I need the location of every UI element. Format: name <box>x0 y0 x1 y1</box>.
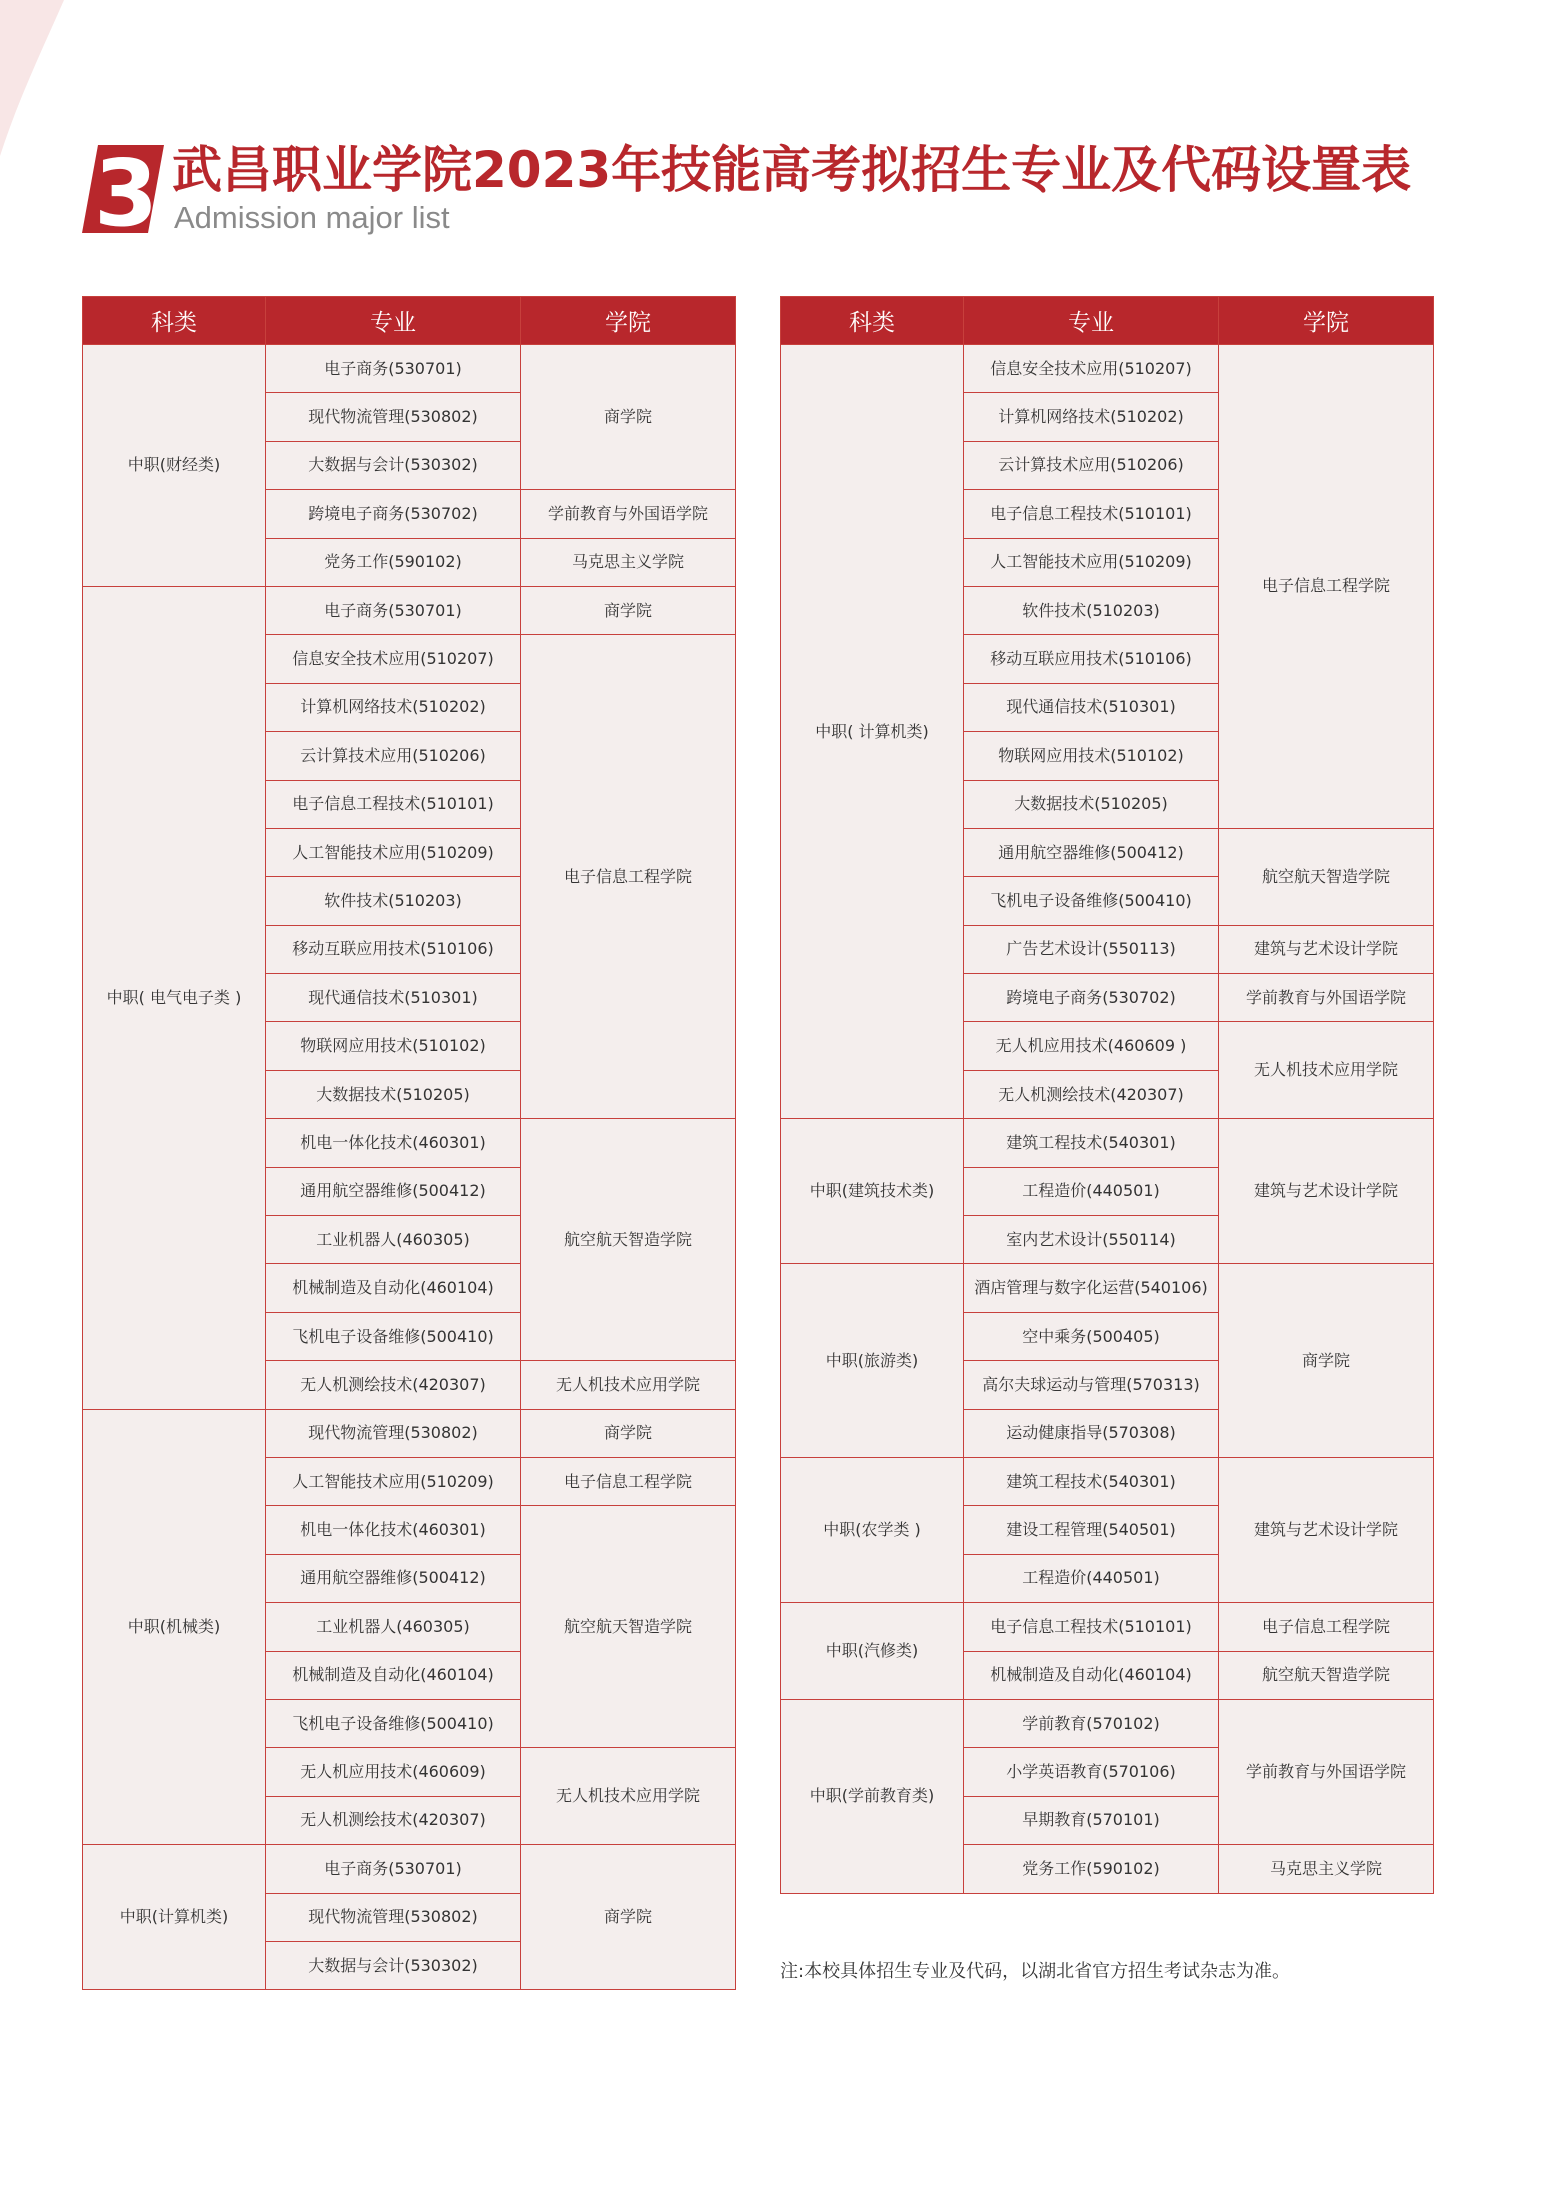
table-row <box>781 1699 1434 1747</box>
table-row <box>781 345 1434 393</box>
category-cell: 中职(农学类 ) <box>781 1457 964 1602</box>
major-cell: 大数据技术(510205) <box>964 780 1219 828</box>
category-cell: 中职(计算机类) <box>83 1845 266 1990</box>
column-header-college: 学院 <box>521 297 736 345</box>
major-cell: 现代通信技术(510301) <box>964 683 1219 731</box>
major-cell: 建设工程管理(540501) <box>964 1506 1219 1554</box>
college-cell: 学前教育与外国语学院 <box>521 490 736 538</box>
major-cell: 云计算技术应用(510206) <box>266 732 521 780</box>
major-cell: 工程造价(440501) <box>964 1167 1219 1215</box>
table-row <box>781 1603 1434 1651</box>
major-cell: 移动互联应用技术(510106) <box>964 635 1219 683</box>
section-number: 3 <box>94 145 159 233</box>
major-cell: 软件技术(510203) <box>964 586 1219 634</box>
major-cell: 机械制造及自动化(460104) <box>266 1264 521 1312</box>
college-cell: 航空航天智造学院 <box>1219 828 1434 925</box>
major-table-right <box>780 296 1434 1894</box>
major-cell: 大数据与会计(530302) <box>266 1941 521 1989</box>
table-header <box>781 297 1434 345</box>
major-cell: 现代物流管理(530802) <box>266 1409 521 1457</box>
major-cell: 跨境电子商务(530702) <box>266 490 521 538</box>
major-cell: 飞机电子设备维修(500410) <box>964 877 1219 925</box>
page-subtitle: Admission major list <box>174 200 450 235</box>
table-row <box>83 345 736 393</box>
college-cell: 电子信息工程学院 <box>1219 345 1434 829</box>
column-header-major: 专业 <box>266 297 521 345</box>
major-cell: 室内艺术设计(550114) <box>964 1216 1219 1264</box>
major-cell: 电子信息工程技术(510101) <box>266 780 521 828</box>
table-body <box>781 345 1434 1894</box>
category-cell: 中职(学前教育类) <box>781 1699 964 1893</box>
major-cell: 信息安全技术应用(510207) <box>266 635 521 683</box>
major-cell: 人工智能技术应用(510209) <box>266 1457 521 1505</box>
college-cell: 航空航天智造学院 <box>1219 1651 1434 1699</box>
college-cell: 航空航天智造学院 <box>521 1506 736 1748</box>
major-cell: 空中乘务(500405) <box>964 1312 1219 1360</box>
major-cell: 机电一体化技术(460301) <box>266 1119 521 1167</box>
major-cell: 无人机测绘技术(420307) <box>964 1070 1219 1118</box>
major-cell: 现代物流管理(530802) <box>266 393 521 441</box>
category-cell: 中职(机械类) <box>83 1409 266 1845</box>
table-row <box>781 1119 1434 1167</box>
college-cell: 商学院 <box>521 1409 736 1457</box>
major-cell: 计算机网络技术(510202) <box>964 393 1219 441</box>
category-cell: 中职(旅游类) <box>781 1264 964 1458</box>
footnote: 注:本校具体招生专业及代码，以湖北省官方招生考试杂志为准。 <box>780 1961 1291 1982</box>
category-cell: 中职( 计算机类) <box>781 345 964 1119</box>
major-cell: 广告艺术设计(550113) <box>964 925 1219 973</box>
major-cell: 高尔夫球运动与管理(570313) <box>964 1361 1219 1409</box>
major-cell: 酒店管理与数字化运营(540106) <box>964 1264 1219 1312</box>
column-header-college: 学院 <box>1219 297 1434 345</box>
major-cell: 小学英语教育(570106) <box>964 1748 1219 1796</box>
major-cell: 软件技术(510203) <box>266 877 521 925</box>
major-cell: 无人机测绘技术(420307) <box>266 1796 521 1844</box>
college-cell: 商学院 <box>1219 1264 1434 1458</box>
major-cell: 电子商务(530701) <box>266 586 521 634</box>
college-cell: 电子信息工程学院 <box>1219 1603 1434 1651</box>
major-cell: 无人机应用技术(460609) <box>266 1748 521 1796</box>
major-cell: 电子商务(530701) <box>266 345 521 393</box>
major-cell: 信息安全技术应用(510207) <box>964 345 1219 393</box>
major-cell: 运动健康指导(570308) <box>964 1409 1219 1457</box>
major-cell: 无人机测绘技术(420307) <box>266 1361 521 1409</box>
college-cell: 学前教育与外国语学院 <box>1219 1699 1434 1844</box>
college-cell: 无人机技术应用学院 <box>521 1748 736 1845</box>
major-cell: 工业机器人(460305) <box>266 1216 521 1264</box>
college-cell: 建筑与艺术设计学院 <box>1219 1457 1434 1602</box>
major-cell: 工程造价(440501) <box>964 1554 1219 1602</box>
major-cell: 物联网应用技术(510102) <box>266 1022 521 1070</box>
table-row <box>83 586 736 634</box>
college-cell: 商学院 <box>521 1845 736 1990</box>
college-cell: 商学院 <box>521 345 736 490</box>
major-cell: 移动互联应用技术(510106) <box>266 925 521 973</box>
table-row <box>83 1409 736 1457</box>
table-row <box>781 1264 1434 1312</box>
major-cell: 现代物流管理(530802) <box>266 1893 521 1941</box>
major-cell: 建筑工程技术(540301) <box>964 1457 1219 1505</box>
major-table-left <box>82 296 736 1990</box>
table-row <box>781 1457 1434 1505</box>
category-cell: 中职(汽修类) <box>781 1603 964 1700</box>
major-cell: 机电一体化技术(460301) <box>266 1506 521 1554</box>
major-cell: 建筑工程技术(540301) <box>964 1119 1219 1167</box>
major-cell: 物联网应用技术(510102) <box>964 732 1219 780</box>
major-cell: 党务工作(590102) <box>964 1845 1219 1893</box>
college-cell: 电子信息工程学院 <box>521 1457 736 1505</box>
college-cell: 商学院 <box>521 586 736 634</box>
section-number-badge <box>82 145 164 233</box>
major-cell: 党务工作(590102) <box>266 538 521 586</box>
major-cell: 学前教育(570102) <box>964 1699 1219 1747</box>
major-cell: 人工智能技术应用(510209) <box>964 538 1219 586</box>
major-cell: 通用航空器维修(500412) <box>964 828 1219 876</box>
major-cell: 计算机网络技术(510202) <box>266 683 521 731</box>
table-header-row <box>83 297 736 345</box>
college-cell: 建筑与艺术设计学院 <box>1219 1119 1434 1264</box>
major-cell: 工业机器人(460305) <box>266 1603 521 1651</box>
major-cell: 人工智能技术应用(510209) <box>266 828 521 876</box>
column-header-category: 科类 <box>83 297 266 345</box>
major-cell: 飞机电子设备维修(500410) <box>266 1312 521 1360</box>
major-cell: 无人机应用技术(460609 ) <box>964 1022 1219 1070</box>
category-cell: 中职(财经类) <box>83 345 266 587</box>
college-cell: 无人机技术应用学院 <box>521 1361 736 1409</box>
college-cell: 航空航天智造学院 <box>521 1119 736 1361</box>
table-body <box>83 345 736 1990</box>
college-cell: 电子信息工程学院 <box>521 635 736 1119</box>
college-cell: 马克思主义学院 <box>521 538 736 586</box>
major-cell: 电子商务(530701) <box>266 1845 521 1893</box>
major-cell: 大数据与会计(530302) <box>266 441 521 489</box>
major-cell: 电子信息工程技术(510101) <box>964 490 1219 538</box>
college-cell: 无人机技术应用学院 <box>1219 1022 1434 1119</box>
major-cell: 通用航空器维修(500412) <box>266 1554 521 1602</box>
major-cell: 机械制造及自动化(460104) <box>964 1651 1219 1699</box>
major-cell: 现代通信技术(510301) <box>266 974 521 1022</box>
major-cell: 飞机电子设备维修(500410) <box>266 1699 521 1747</box>
category-cell: 中职(建筑技术类) <box>781 1119 964 1264</box>
major-cell: 电子信息工程技术(510101) <box>964 1603 1219 1651</box>
college-cell: 马克思主义学院 <box>1219 1845 1434 1893</box>
page-title: 武昌职业学院2023年技能高考拟招生专业及代码设置表 <box>172 141 1412 199</box>
college-cell: 建筑与艺术设计学院 <box>1219 925 1434 973</box>
major-cell: 机械制造及自动化(460104) <box>266 1651 521 1699</box>
major-cell: 云计算技术应用(510206) <box>964 441 1219 489</box>
table-header <box>83 297 736 345</box>
table-header-row <box>781 297 1434 345</box>
major-cell: 跨境电子商务(530702) <box>964 974 1219 1022</box>
major-cell: 通用航空器维修(500412) <box>266 1167 521 1215</box>
table-row <box>83 1845 736 1893</box>
major-cell: 早期教育(570101) <box>964 1796 1219 1844</box>
college-cell: 学前教育与外国语学院 <box>1219 974 1434 1022</box>
major-cell: 大数据技术(510205) <box>266 1070 521 1118</box>
category-cell: 中职( 电气电子类 ) <box>83 586 266 1409</box>
column-header-category: 科类 <box>781 297 964 345</box>
corner-arc-shape <box>0 0 64 156</box>
corner-decoration <box>0 0 70 160</box>
column-header-major: 专业 <box>964 297 1219 345</box>
